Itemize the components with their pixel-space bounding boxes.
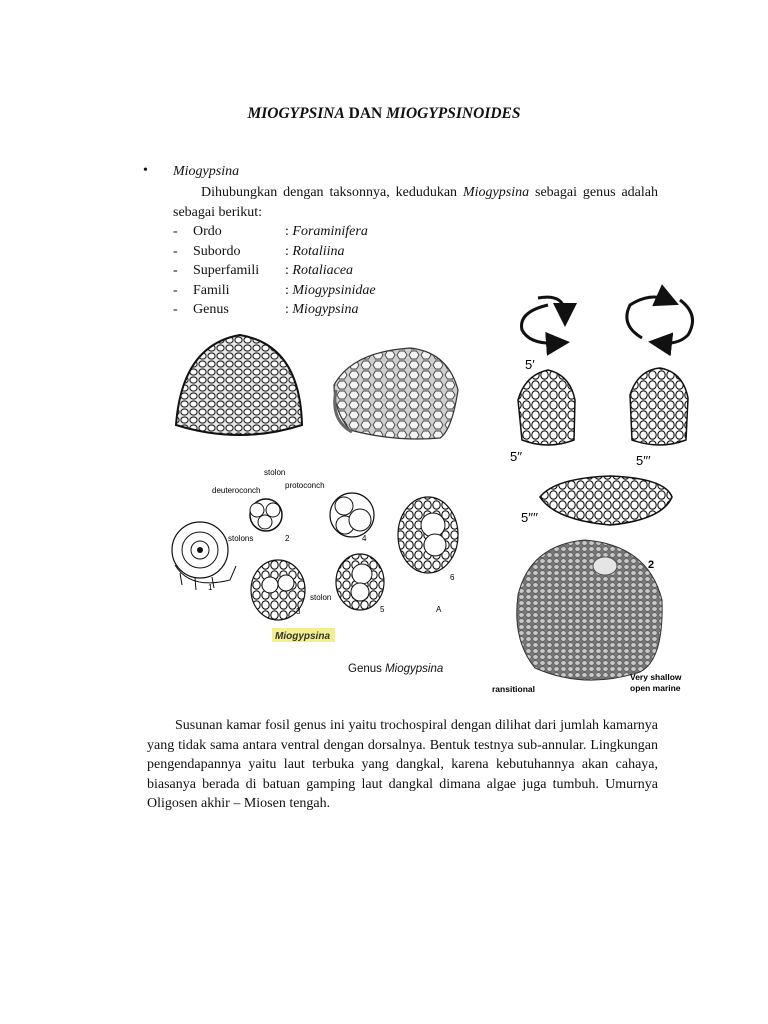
label-number-1: 1 (208, 583, 213, 592)
title-genus-1: MIOGYPSINA (247, 105, 345, 122)
rotation-arrow-icon (627, 297, 668, 338)
label-number-2: 2 (285, 534, 290, 543)
label-number-5: 5 (380, 605, 385, 614)
taxonomy-row: - Famili : Miogypsinidae (173, 281, 376, 301)
figure-label-2: 2 (648, 559, 655, 571)
taxonomy-row: - Genus : Miogypsina (173, 300, 376, 320)
figure-label-5a: 5′ (525, 357, 535, 372)
label-stolon-top: stolon (264, 468, 286, 477)
embryonic-chamber-diagrams (172, 468, 458, 642)
section-fossil-image (521, 476, 672, 525)
embryonic-chamber-cluster (250, 499, 282, 531)
rotation-arrow-icon (660, 300, 693, 343)
rotation-diagram (510, 297, 693, 468)
embryonic-chamber-cluster (336, 554, 384, 610)
taxonomy-rank: Superfamili (193, 263, 260, 278)
taxonomy-rank: Genus (193, 302, 229, 317)
rotation-arrow-icon (522, 305, 558, 343)
body-text: Susunan kamar fosil genus ini yaitu trochospiral dengan dilihat dari jumlah kamarnya yang tidak sama antara ventral dengan dorsalnya. Bentuk testnya sub-annular. Lingkungan pengendapannya yaitu laut terbuka yang dangkal, karena kebutuhannya akan cahaya, biasanya berada di batuan gamping laut dangkal dimana algae juga tumbuh. Umurnya Oligosen akhir – Miosen tengah. (147, 718, 658, 811)
taxonomy-value: Rotaliina (292, 243, 345, 259)
label-miogypsina-tag: Miogypsina (275, 631, 331, 642)
caption-genus: Miogypsina (385, 663, 444, 675)
spiral-diagram (172, 522, 236, 590)
taxonomy-row: - Superfamili : Rotaliacea (173, 261, 376, 281)
figure-caption (348, 663, 443, 675)
section-heading: Miogypsina (173, 164, 240, 179)
taxonomy-value: Foraminifera (292, 224, 368, 239)
label-number-4: 4 (362, 534, 367, 543)
taxonomy-row: - Ordo : Foraminifera (173, 222, 376, 242)
intro-text-2: sebagai genus adalah sebagai berikut: (173, 185, 658, 220)
label-transitional: ransitional (492, 684, 535, 694)
taxonomy-rank: Famili (193, 282, 230, 298)
flat-fossil-image (334, 348, 458, 439)
intro-genus: Miogypsina (462, 185, 530, 200)
taxonomy-value: Rotaliacea (292, 263, 354, 278)
rounded-fossil-image (492, 540, 682, 694)
label-stolons: stolons (228, 534, 254, 543)
figure-label-5b: 5′′ (510, 449, 523, 464)
taxonomy-value: Miogypsinidae (292, 282, 376, 298)
taxonomy-rank: Ordo (193, 224, 222, 239)
bullet-marker: • (143, 163, 148, 178)
figure-label-5d: 5′′′′ (521, 510, 538, 525)
body-paragraph (147, 716, 658, 814)
label-environment-1: Very shallow (630, 672, 682, 682)
label-letter-a: A (436, 605, 442, 614)
taxonomy-row: - Subordo : Rotaliina (173, 242, 376, 262)
label-stolon-bottom: stolon (310, 593, 332, 602)
title-connector: DAN (344, 105, 387, 122)
label-protoconch: protoconch (285, 481, 325, 490)
label-number-6: 6 (450, 573, 455, 582)
taxonomy-rank: Subordo (193, 243, 241, 259)
embryonic-chamber-cluster (398, 497, 458, 573)
label-number-3: 3 (296, 607, 301, 616)
embryonic-chamber-cluster (330, 493, 374, 537)
intro-text-1: Dihubungkan dengan taksonnya, kedudukan (201, 185, 463, 200)
label-deuteroconch: deuteroconch (212, 486, 261, 495)
title-genus-2: MIOGYPSINOIDES (386, 105, 521, 122)
taxonomy-value: Miogypsina (292, 302, 359, 317)
label-environment-2: open marine (630, 683, 681, 693)
figure-label-5c: 5′′′ (636, 453, 651, 468)
caption-prefix: Genus (348, 663, 386, 675)
dome-fossil-image (176, 335, 302, 435)
